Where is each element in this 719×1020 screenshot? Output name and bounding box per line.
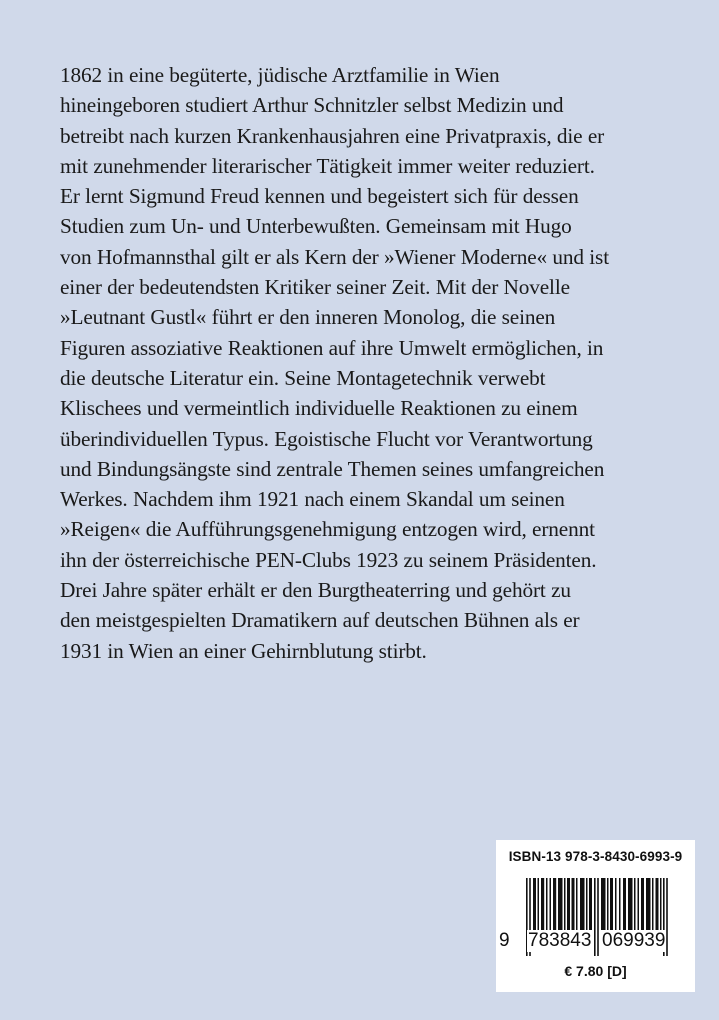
isbn-text: ISBN-13 978-3-8430-6993-9 (508, 849, 683, 864)
barcode-digits-right: 069939 (602, 930, 666, 951)
barcode-digits-left: 783843 (528, 930, 592, 951)
blurb-line: und Bindungsängste sind zentrale Themen seines umfangreichen (60, 456, 605, 481)
barcode-label (496, 840, 695, 992)
blurb-line: 1931 in Wien an einer Gehirnblutung stirbt. (60, 638, 427, 663)
price-label: € 7.80 [D] (564, 963, 627, 979)
blurb-line: hineingeboren studiert Arthur Schnitzler selbst Medizin und (60, 93, 564, 118)
blurb-line: »Reigen« die Aufführungsgenehmigung entzogen wird, ernennt (60, 517, 595, 542)
blurb-line: mit zunehmender literarischer Tätigkeit immer weiter reduziert. (60, 153, 595, 178)
blurb-line: ihn der österreichische PEN-Clubs 1923 zu seinem Präsidenten. (60, 547, 597, 572)
barcode-digit-lead: 9 (499, 930, 510, 951)
blurb-line: den meistgespielten Dramatikern auf deutschen Bühnen als er (60, 608, 580, 633)
blurb-line: Werkes. Nachdem ihm 1921 nach einem Skandal um seinen (60, 487, 565, 512)
blurb-line: Studien zum Un- und Unterbewußten. Gemeinsam mit Hugo (60, 214, 572, 239)
blurb-line: die deutsche Literatur ein. Seine Montagetechnik verwebt (60, 365, 546, 390)
blurb-text (60, 60, 700, 666)
blurb-line: Er lernt Sigmund Freud kennen und begeistert sich für dessen (60, 184, 579, 209)
blurb-line: überindividuellen Typus. Egoistische Flucht vor Verantwortung (60, 426, 593, 451)
blurb-line: einer der bedeutendsten Kritiker seiner Zeit. Mit der Novelle (60, 275, 570, 300)
blurb-line: »Leutnant Gustl« führt er den inneren Monolog, die seinen (60, 305, 556, 330)
blurb-line: Drei Jahre später erhält er den Burgtheaterring und gehört zu (60, 578, 571, 603)
blurb-line: Klischees und vermeintlich individuelle Reaktionen zu einem (60, 396, 578, 421)
blurb-line: von Hofmannsthal gilt er als Kern der »Wiener Moderne« und ist (60, 244, 609, 269)
blurb-line: Figuren assoziative Reaktionen auf ihre Umwelt ermöglichen, in (60, 335, 604, 360)
blurb-line: betreibt nach kurzen Krankenhausjahren eine Privatpraxis, die er (60, 123, 605, 148)
blurb-line: 1862 in eine begüterte, jüdische Arztfamilie in Wien (60, 63, 500, 87)
